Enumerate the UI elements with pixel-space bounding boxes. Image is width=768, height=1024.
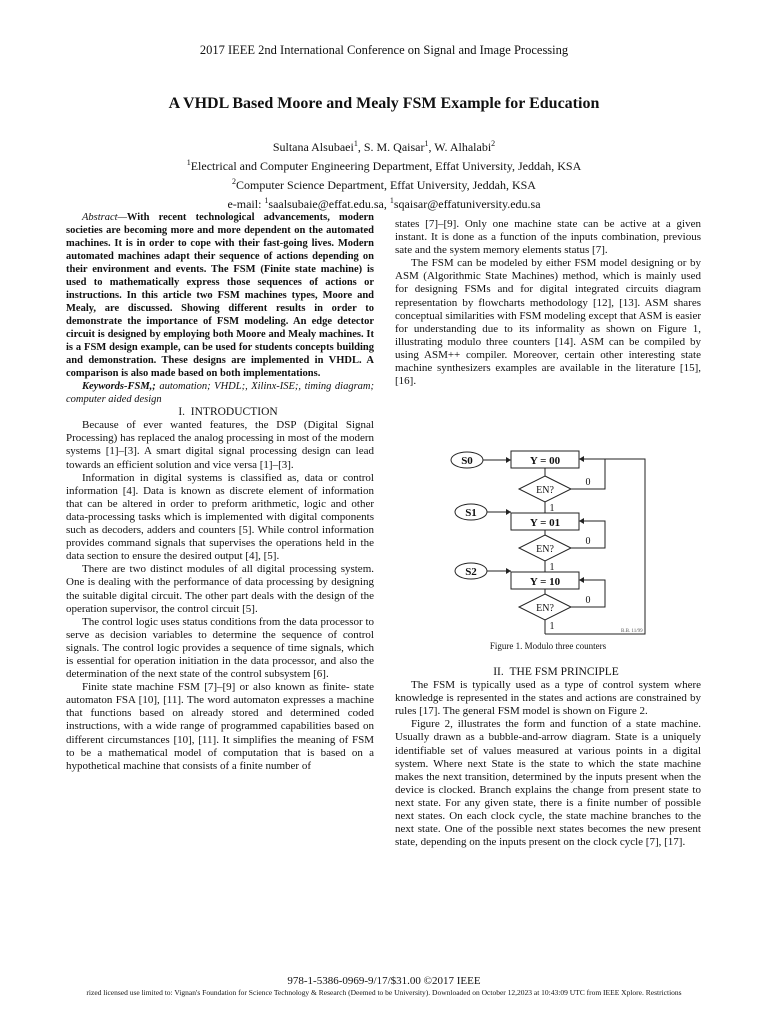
author-names: Sultana Alsubaei$^1$, S. M. Qaisar$^1$, W. Alhalabi$^2$ bbox=[272, 139, 496, 154]
right-column-top bbox=[395, 218, 701, 388]
paragraph: There are two distinct modules of all digital processing system. One is dealing with the performance of data processing by designing the suitable digital circuit. The other part deals with the design of the operation supervisor, the control circuit [5]. bbox=[66, 563, 374, 615]
paragraph: The FSM can be modeled by either FSM model designing or by ASM (Algorithmic State Machines) method, which is mainly used for designing FSMs and for digital integrated circuits diagram representation by flowcharts methodology [12], [13]. ASM shares conceptual similarities with FSM modeling except that ASM is easier for understanding due to its informality as shown on Figure 1, illustrating modulo three counters [14]. ASM can be compiled by using ASM++ compiler. Moreover, certain other interesting state machine synthesizers examples are available in the literature [15], [16]. bbox=[395, 257, 701, 388]
figure-1-caption: Figure 1. Modulo three counters bbox=[489, 641, 607, 651]
section-heading-fsm-principle: II. THE FSM PRINCIPLE bbox=[493, 666, 619, 678]
paragraph: Because of ever wanted features, the DSP (Digital Signal Processing) has replaced the analog processing in most of the modern systems [1]–[3]. A smart digital signal processing design can lead towards an efficient solution and vice versa [1]–[3]. bbox=[66, 419, 374, 471]
arrow-head-icon bbox=[506, 509, 511, 515]
arrow-head-icon bbox=[579, 518, 584, 524]
paragraph: Information in digital systems is classified as, data or control information [4]. Data is known as discrete element of information that can be altered in order to preform arithmetic, logic and other data-processing tasks which is implemented with digital components such as decoders, adders and counters [5]. While control information provides command signals that supervises the operations held in the data section to ensure the desired output [4], [5]. bbox=[66, 471, 374, 563]
figure-credit: B.B. 11/99 bbox=[621, 629, 643, 634]
branch-zero-label-1: 0 bbox=[585, 536, 591, 547]
right-column-bottom bbox=[395, 666, 701, 849]
paper-title: A VHDL Based Moore and Mealy FSM Example for Education bbox=[168, 95, 600, 112]
arrow-head-icon bbox=[506, 568, 511, 574]
conference-header: 2017 IEEE 2nd International Conference on Signal and Image Processing bbox=[199, 43, 569, 57]
license-notice: rized licensed use limited to: Vignan's Foundation for Science Technology & Research (Deemed to be University). Downloaded on October 12,2023 at 10:43:09 UTC from IEEE Xplore. Restrictions bbox=[86, 988, 682, 997]
decision-label-0: EN? bbox=[536, 485, 554, 496]
arrow-head-icon bbox=[579, 577, 584, 583]
decision-label-2: EN? bbox=[536, 603, 554, 614]
state-s2-label: S2 bbox=[465, 566, 477, 578]
footer-isbn: 978-1-5386-0969-9/17/$31.00 ©2017 IEEE bbox=[287, 975, 481, 987]
output-label-2: Y = 10 bbox=[529, 576, 561, 588]
section-heading-introduction: I. INTRODUCTION bbox=[178, 406, 278, 419]
output-label-0: Y = 00 bbox=[529, 455, 561, 467]
email-line: e-mail: $^1$saalsubaie@effat.edu.sa, $^1$sqaisar@effatuniversity.edu.sa bbox=[227, 196, 541, 211]
figure-1-asm-chart bbox=[445, 446, 665, 644]
branch-one-label-0: 1 bbox=[549, 503, 555, 514]
arrow-head-icon bbox=[579, 456, 584, 462]
keywords: Keywords-FSM,; automation; VHDL;, Xilinx-ISE;, timing diagram; computer aided design bbox=[66, 381, 374, 406]
branch-one-label-2: 1 bbox=[549, 621, 555, 632]
paragraph: The control logic uses status conditions from the data processor to serve as decision variables to determine the sequence of control signals. The control logic provides a sequence of time signals, which is essential for operation initiation in the data processor, and also the determination of the next state of the control subsystem [6]. bbox=[66, 615, 374, 681]
paragraph: Finite state machine FSM [7]–[9] or also known as finite- state automaton FSA [10], [11]. The word automaton expresses a machine that functions based on already stored and determined coded instructions, with a wide range of programmed capabilities based on different circumstances [10], [11]. It simplifies the meaning of FSM to be a mathematical model of computation that is based on a hypothetical machine that consists of a finite number of bbox=[66, 681, 374, 772]
output-label-1: Y = 01 bbox=[529, 517, 561, 529]
branch-zero-label-0: 0 bbox=[585, 477, 591, 488]
paragraph: Figure 2, illustrates the form and function of a state machine. Usually drawn as a bubble-and-arrow diagram. State is a uniquely identifiable set of values measured at various points in a digital system. Where next State is the state to which the state machine makes the next transition, determined by the inputs present when the device is clocked. Branch explains the change from present state to next state. For any given state, there is a finite number of possible next states. On each clock cycle, the state machine branches to the next state. One of the possible next states becomes the new present state, depending on the inputs present on the clock cycle [7], [17]. bbox=[395, 718, 701, 849]
affiliation-2: $^2$Computer Science Department, Effat University, Jeddah, KSA bbox=[232, 177, 536, 192]
arrow-head-icon bbox=[506, 457, 511, 463]
author-block bbox=[0, 136, 768, 212]
branch-one-label-1: 1 bbox=[549, 562, 555, 573]
abstract: Abstract—With recent technological advancements, modern societies are becoming more and more dependent on the automated machines. It is in order to cope with their fast-going lives. Modern automated machines adapt their sequence of actions depending on their environment and events. The FSM (Finite state machine) is used to mathematically express those sequences of actions or instructions. In this article two FSM machines types, Moore and Mealy, are discussed. Showing different results in order to demonstrate the importance of FSM modeling. An edge detector circuit is designed by employing both Moore and Mealy machines. It is a FSM design example, can be used for students concepts building and demonstration. These designs are implemented in VHDL. A comparison is also made based on both implementations. bbox=[66, 212, 374, 379]
left-column bbox=[66, 211, 374, 773]
state-s1-label: S1 bbox=[465, 507, 477, 519]
paragraph: states [7]–[9]. Only one machine state can be active at a given instant. It is done as a function of the inputs combination, previous sate and the system memory elements status [7]. bbox=[395, 218, 701, 257]
decision-label-1: EN? bbox=[536, 544, 554, 555]
branch-zero-label-2: 0 bbox=[585, 595, 591, 606]
affiliation-1: $^1$Electrical and Computer Engineering Department, Effat University, Jeddah, KSA bbox=[186, 158, 582, 173]
paragraph: The FSM is typically used as a type of control system where knowledge is represented in the states and actions are constrained by rules [17]. The general FSM model is shown on Figure 2. bbox=[395, 679, 701, 718]
state-s0-label: S0 bbox=[461, 455, 473, 467]
